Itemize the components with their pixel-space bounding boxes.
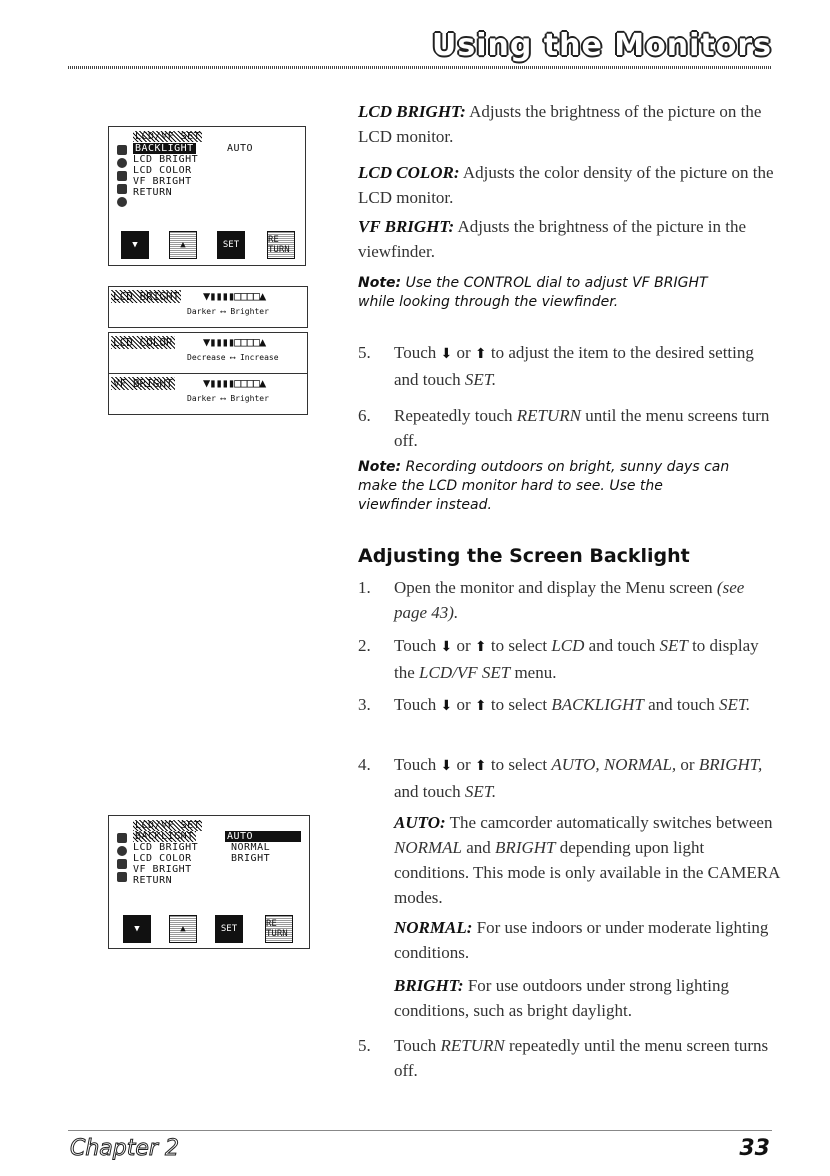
level-meter: ▼▮▮▮▮□□□□▲ [203, 335, 266, 349]
step-text: Touch [394, 755, 437, 774]
step-emphasis: AUTO, NORMAL, [551, 755, 677, 774]
menu-item-backlight: BACKLIGHT [135, 143, 194, 154]
up-arrow-button: ▲ [169, 915, 197, 943]
option-bright: BRIGHT [231, 853, 271, 864]
step-5b [358, 1033, 778, 1083]
step-2b [358, 633, 778, 685]
menu-item-return: RETURN [133, 875, 173, 886]
menu-icon [117, 197, 127, 207]
up-arrow-icon: ⬆ [474, 639, 487, 655]
down-arrow-button: ▼ [123, 915, 151, 943]
definition-text: Adjusts the brightness of the picture in the viewfinder. [358, 217, 746, 261]
term: BRIGHT: [394, 976, 464, 995]
up-arrow-icon: ⬆ [474, 346, 487, 362]
definition-emphasis: BRIGHT [495, 838, 556, 857]
step-5a [358, 340, 778, 392]
up-arrow-icon: ⬆ [474, 758, 487, 774]
menu-item-return: RETURN [133, 187, 173, 198]
definition-lcd-color [358, 160, 778, 210]
term: AUTO: [394, 813, 446, 832]
definition-text: For use outdoors under strong lighting conditions, such as bright daylight. [394, 976, 729, 1020]
step-text: or [456, 755, 471, 774]
note-text: Use the CONTROL dial to adjust VF BRIGHT while looking through the viewfinder. [358, 275, 708, 310]
term: LCD BRIGHT: [358, 102, 466, 121]
range-high: Brighter [230, 394, 269, 403]
down-arrow-icon: ⬇ [440, 346, 453, 362]
range-low: Darker [187, 394, 216, 403]
step-text: and touch [648, 695, 715, 714]
range-low: Darker [187, 307, 216, 316]
range-high: Brighter [230, 307, 269, 316]
step-text: or [456, 695, 471, 714]
step-number: 5. [358, 343, 371, 362]
menu-item-vf-bright: VF BRIGHT [133, 176, 192, 187]
term: NORMAL: [394, 918, 473, 937]
set-button: SET [217, 231, 245, 259]
display-icon [117, 171, 127, 181]
step-text: menu. [514, 663, 557, 682]
camera-mode-icon [117, 833, 127, 843]
chapter-label: Chapter 2 [70, 1136, 179, 1161]
return-button: RE TURN [267, 231, 295, 259]
note-bright-days [358, 458, 738, 515]
step-emphasis: SET. [718, 695, 751, 714]
step-emphasis: SET. [464, 370, 497, 389]
step-text: or [456, 636, 471, 655]
camera-mode-icon [117, 145, 127, 155]
step-emphasis: RETURN [516, 406, 581, 425]
step-number: 6. [358, 406, 371, 425]
step-text: Repeatedly touch [394, 406, 513, 425]
menu-item-lcd-bright: LCD BRIGHT [133, 842, 199, 853]
up-arrow-icon: ⬆ [474, 698, 487, 714]
bar-range: Darker ⟷ Brighter [187, 307, 269, 316]
menu-title: LCD/VF SET [135, 131, 201, 142]
header-rule [68, 66, 772, 69]
step-emphasis: BRIGHT, [698, 755, 763, 774]
option-normal: NORMAL [231, 842, 271, 853]
definition-lcd-bright [358, 99, 778, 149]
definition-text: and [466, 838, 491, 857]
step-text: Touch [394, 1036, 437, 1055]
return-button: RE TURN [265, 915, 293, 943]
step-text: and touch [394, 782, 461, 801]
lcd-bright-bar [108, 286, 308, 328]
footer-rule [68, 1130, 772, 1131]
menu-item-vf-bright: VF BRIGHT [133, 864, 192, 875]
step-emphasis: LCD [551, 636, 585, 655]
definition-text: Adjusts the brightness of the picture on the LCD monitor. [358, 102, 762, 146]
note-label: Note: [358, 459, 402, 475]
menu-item-backlight: BACKLIGHT [135, 831, 194, 842]
option-auto: AUTO [225, 831, 301, 842]
step-emphasis: LCD/VF SET [419, 663, 511, 682]
step-text: Touch [394, 695, 437, 714]
bar-label: VF BRIGHT [113, 377, 173, 390]
note-label: Note: [358, 275, 402, 291]
bar-label: LCD COLOR [113, 336, 173, 349]
down-arrow-icon: ⬇ [440, 698, 453, 714]
step-emphasis: BACKLIGHT [551, 695, 644, 714]
down-arrow-icon: ⬇ [440, 639, 453, 655]
step-number: 5. [358, 1036, 371, 1055]
step-emphasis: SET. [464, 782, 497, 801]
step-text: or [456, 343, 471, 362]
setup-icon [117, 872, 127, 882]
step-text: to select [490, 755, 548, 774]
note-text: Recording outdoors on bright, sunny days can make the LCD monitor hard to see. Use the viewfinder instead. [358, 459, 730, 513]
level-meter: ▼▮▮▮▮□□□□▲ [203, 289, 266, 303]
down-arrow-button: ▼ [121, 231, 149, 259]
step-number: 1. [358, 578, 371, 597]
setup-icon [117, 184, 127, 194]
step-number: 4. [358, 755, 371, 774]
step-emphasis: (see page 43). [394, 578, 745, 622]
definition-text: Adjusts the color density of the picture on the LCD monitor. [358, 163, 774, 207]
definition-text: depending upon light conditions. This mode is only available in the CAMERA modes. [394, 838, 780, 907]
bar-label: LCD BRIGHT [113, 290, 180, 303]
bar-range: Decrease ⟷ Increase [187, 353, 279, 362]
step-text: Touch [394, 343, 437, 362]
page-title: Using the Monitors [432, 28, 772, 63]
definition-bright [394, 973, 780, 1023]
step-text: to select [490, 695, 548, 714]
level-meter: ▼▮▮▮▮□□□□▲ [203, 376, 266, 390]
menu-backlight-value: AUTO [227, 143, 254, 154]
step-1b [358, 575, 778, 625]
bar-range: Darker ⟷ Brighter [187, 394, 269, 403]
menu-item-lcd-bright: LCD BRIGHT [133, 154, 199, 165]
step-text: or [680, 755, 695, 774]
step-text: to select [490, 636, 548, 655]
step-text: and touch [588, 636, 656, 655]
step-3b [358, 692, 778, 719]
note-control-dial [358, 274, 738, 312]
up-arrow-button: ▲ [169, 231, 197, 259]
page-number: 33 [739, 1136, 770, 1161]
term: LCD COLOR: [358, 163, 460, 182]
step-number: 2. [358, 636, 371, 655]
step-text: to display the [394, 636, 759, 682]
step-text: Open the monitor and display the Menu screen [394, 578, 713, 597]
lcd-color-bar [108, 332, 308, 374]
definition-vf-bright [358, 214, 778, 264]
definition-text: The camcorder automatically switches between [449, 813, 773, 832]
step-text: repeatedly until the menu screen turns off. [394, 1036, 769, 1080]
menu-screen-lcd-vf-set [108, 126, 306, 266]
step-4b [358, 752, 778, 804]
display-icon [117, 859, 127, 869]
definition-normal [394, 915, 780, 965]
tape-icon [117, 158, 127, 168]
definition-auto [394, 810, 780, 910]
definition-emphasis: NORMAL [394, 838, 462, 857]
step-text: to adjust the item to the desired setting and touch [394, 343, 754, 389]
menu-screen-backlight-options [108, 815, 310, 949]
tape-icon [117, 846, 127, 856]
step-text: until the menu screens turn off. [394, 406, 770, 450]
term: VF BRIGHT: [358, 217, 455, 236]
range-low: Decrease [187, 353, 226, 362]
step-emphasis: RETURN [440, 1036, 505, 1055]
step-emphasis: SET [659, 636, 688, 655]
definition-text: For use indoors or under moderate lighting conditions. [394, 918, 769, 962]
vf-bright-bar [108, 373, 308, 415]
range-high: Increase [239, 353, 279, 362]
step-6a [358, 403, 778, 453]
menu-title: LCD/VF SET [135, 820, 201, 831]
section-heading: Adjusting the Screen Backlight [358, 545, 690, 567]
menu-item-lcd-color: LCD COLOR [133, 853, 192, 864]
step-text: Touch [394, 636, 437, 655]
menu-item-lcd-color: LCD COLOR [133, 165, 192, 176]
down-arrow-icon: ⬇ [440, 758, 453, 774]
step-number: 3. [358, 695, 371, 714]
set-button: SET [215, 915, 243, 943]
